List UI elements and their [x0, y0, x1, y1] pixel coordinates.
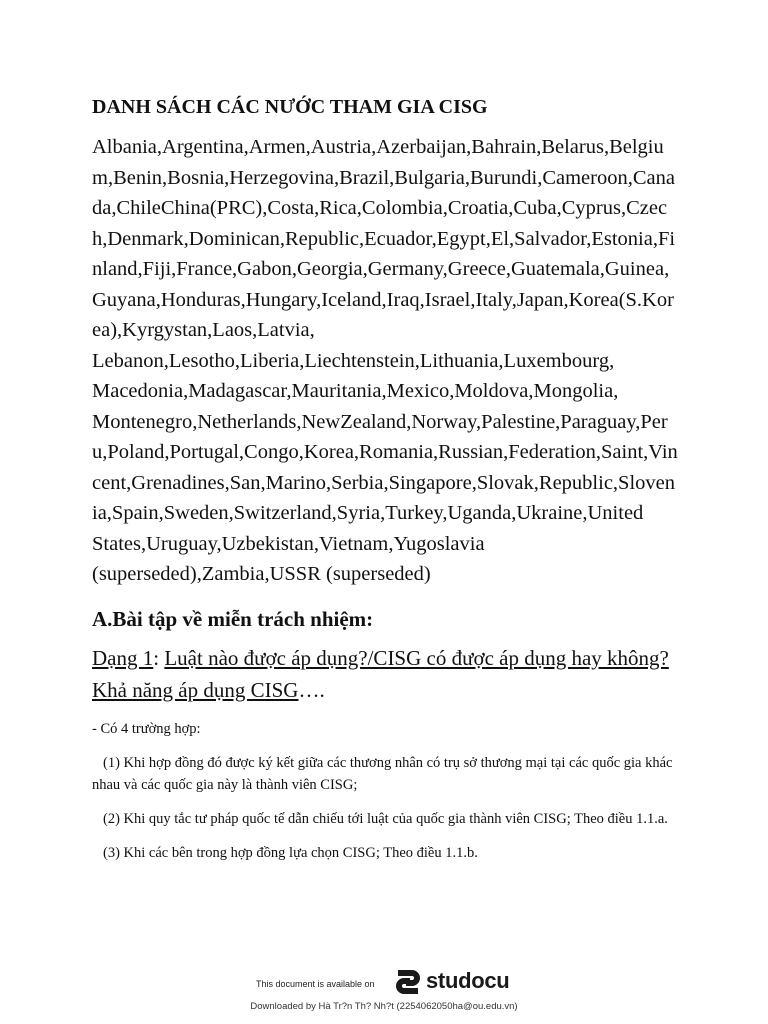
dang1-question: Luật nào được áp dụng?/CISG có được áp dụng hay không?Khả năng áp dụng CISG [92, 645, 669, 702]
document-title: DANH SÁCH CÁC NƯỚC THAM GIA CISG [92, 96, 488, 118]
case-item: (3) Khi các bên trong hợp đồng lựa chọn CISG; Theo điều 1.1.b. [103, 844, 478, 861]
studocu-banner[interactable] [200, 962, 568, 1002]
dang1-heading [92, 642, 678, 706]
section-heading: A.Bài tập về miễn trách nhiệm: [92, 606, 374, 631]
dang1-ellipsis: …. [298, 677, 325, 702]
case-item: (2) Khi quy tắc tư pháp quốc tế dẫn chiếu tới luật của quốc gia thành viên CISG; Theo điều 1.1.a. [103, 810, 668, 827]
studocu-wordmark: studocu [426, 968, 510, 993]
dang1-label: Dạng 1 [92, 645, 154, 670]
document-page [92, 92, 678, 864]
cases-intro: - Có 4 trường hợp: [92, 720, 201, 737]
banner-text: This document is available on [256, 979, 375, 989]
case-item: (1) Khi hợp đồng đó được ký kết giữa các thương nhân có trụ sở thương mại tại các quốc gia khác nhau và các quốc gia này là thành viên CISG; [92, 754, 673, 793]
downloaded-by-text: Downloaded by Hà Tr?n Th? Nh?t (2254062050ha@ou.edu.vn) [250, 1001, 518, 1012]
footer [0, 962, 768, 1024]
countries-list: Albania,Argentina,Armen,Austria,Azerbaijan,Bahrain,Belarus,Belgium,Benin,Bosnia,Herzegovina,Brazil,Bulgaria,Burundi,Cameroon,Canada,ChileChina(PRC),Costa,Rica,Colombia,Croatia,Cuba,Cyprus,Czech,Denmark,Dominican,Republic,Ecuador,Egypt,El,Salvador,Estonia,Finland,Fiji,France,Gabon,Georgia,Germany,Greece,Guatemala,Guinea,Guyana,Honduras,Hungary,Iceland,Iraq,Israel,Italy,Japan,Korea(S.Korea),Kyrgystan,Laos,Latvia, Lebanon,Lesotho,Liberia,Liechtenstein,Lithuania,Luxembourg, Macedonia,Madagascar,Mauritania,Mexico,Moldova,Mongolia, Montenegro,Netherlands,NewZealand,Norway,Palestine,Paraguay,Peru,Poland,Portugal,Congo,Korea,Romania,Russian,Federation,Saint,Vincent,Grenadines,San,Marino,Serbia,Singapore,Slovak,Republic,Slovenia,Spain,Sweden,Switzerland,Syria,Turkey,Uganda,Ukraine,United States,Uruguay,Uzbekistan,Vietnam,Yugoslavia (superseded),Zambia,USSR (superseded) [92, 136, 678, 585]
dang1-colon: : [153, 645, 165, 670]
studocu-logo-icon [392, 966, 424, 998]
